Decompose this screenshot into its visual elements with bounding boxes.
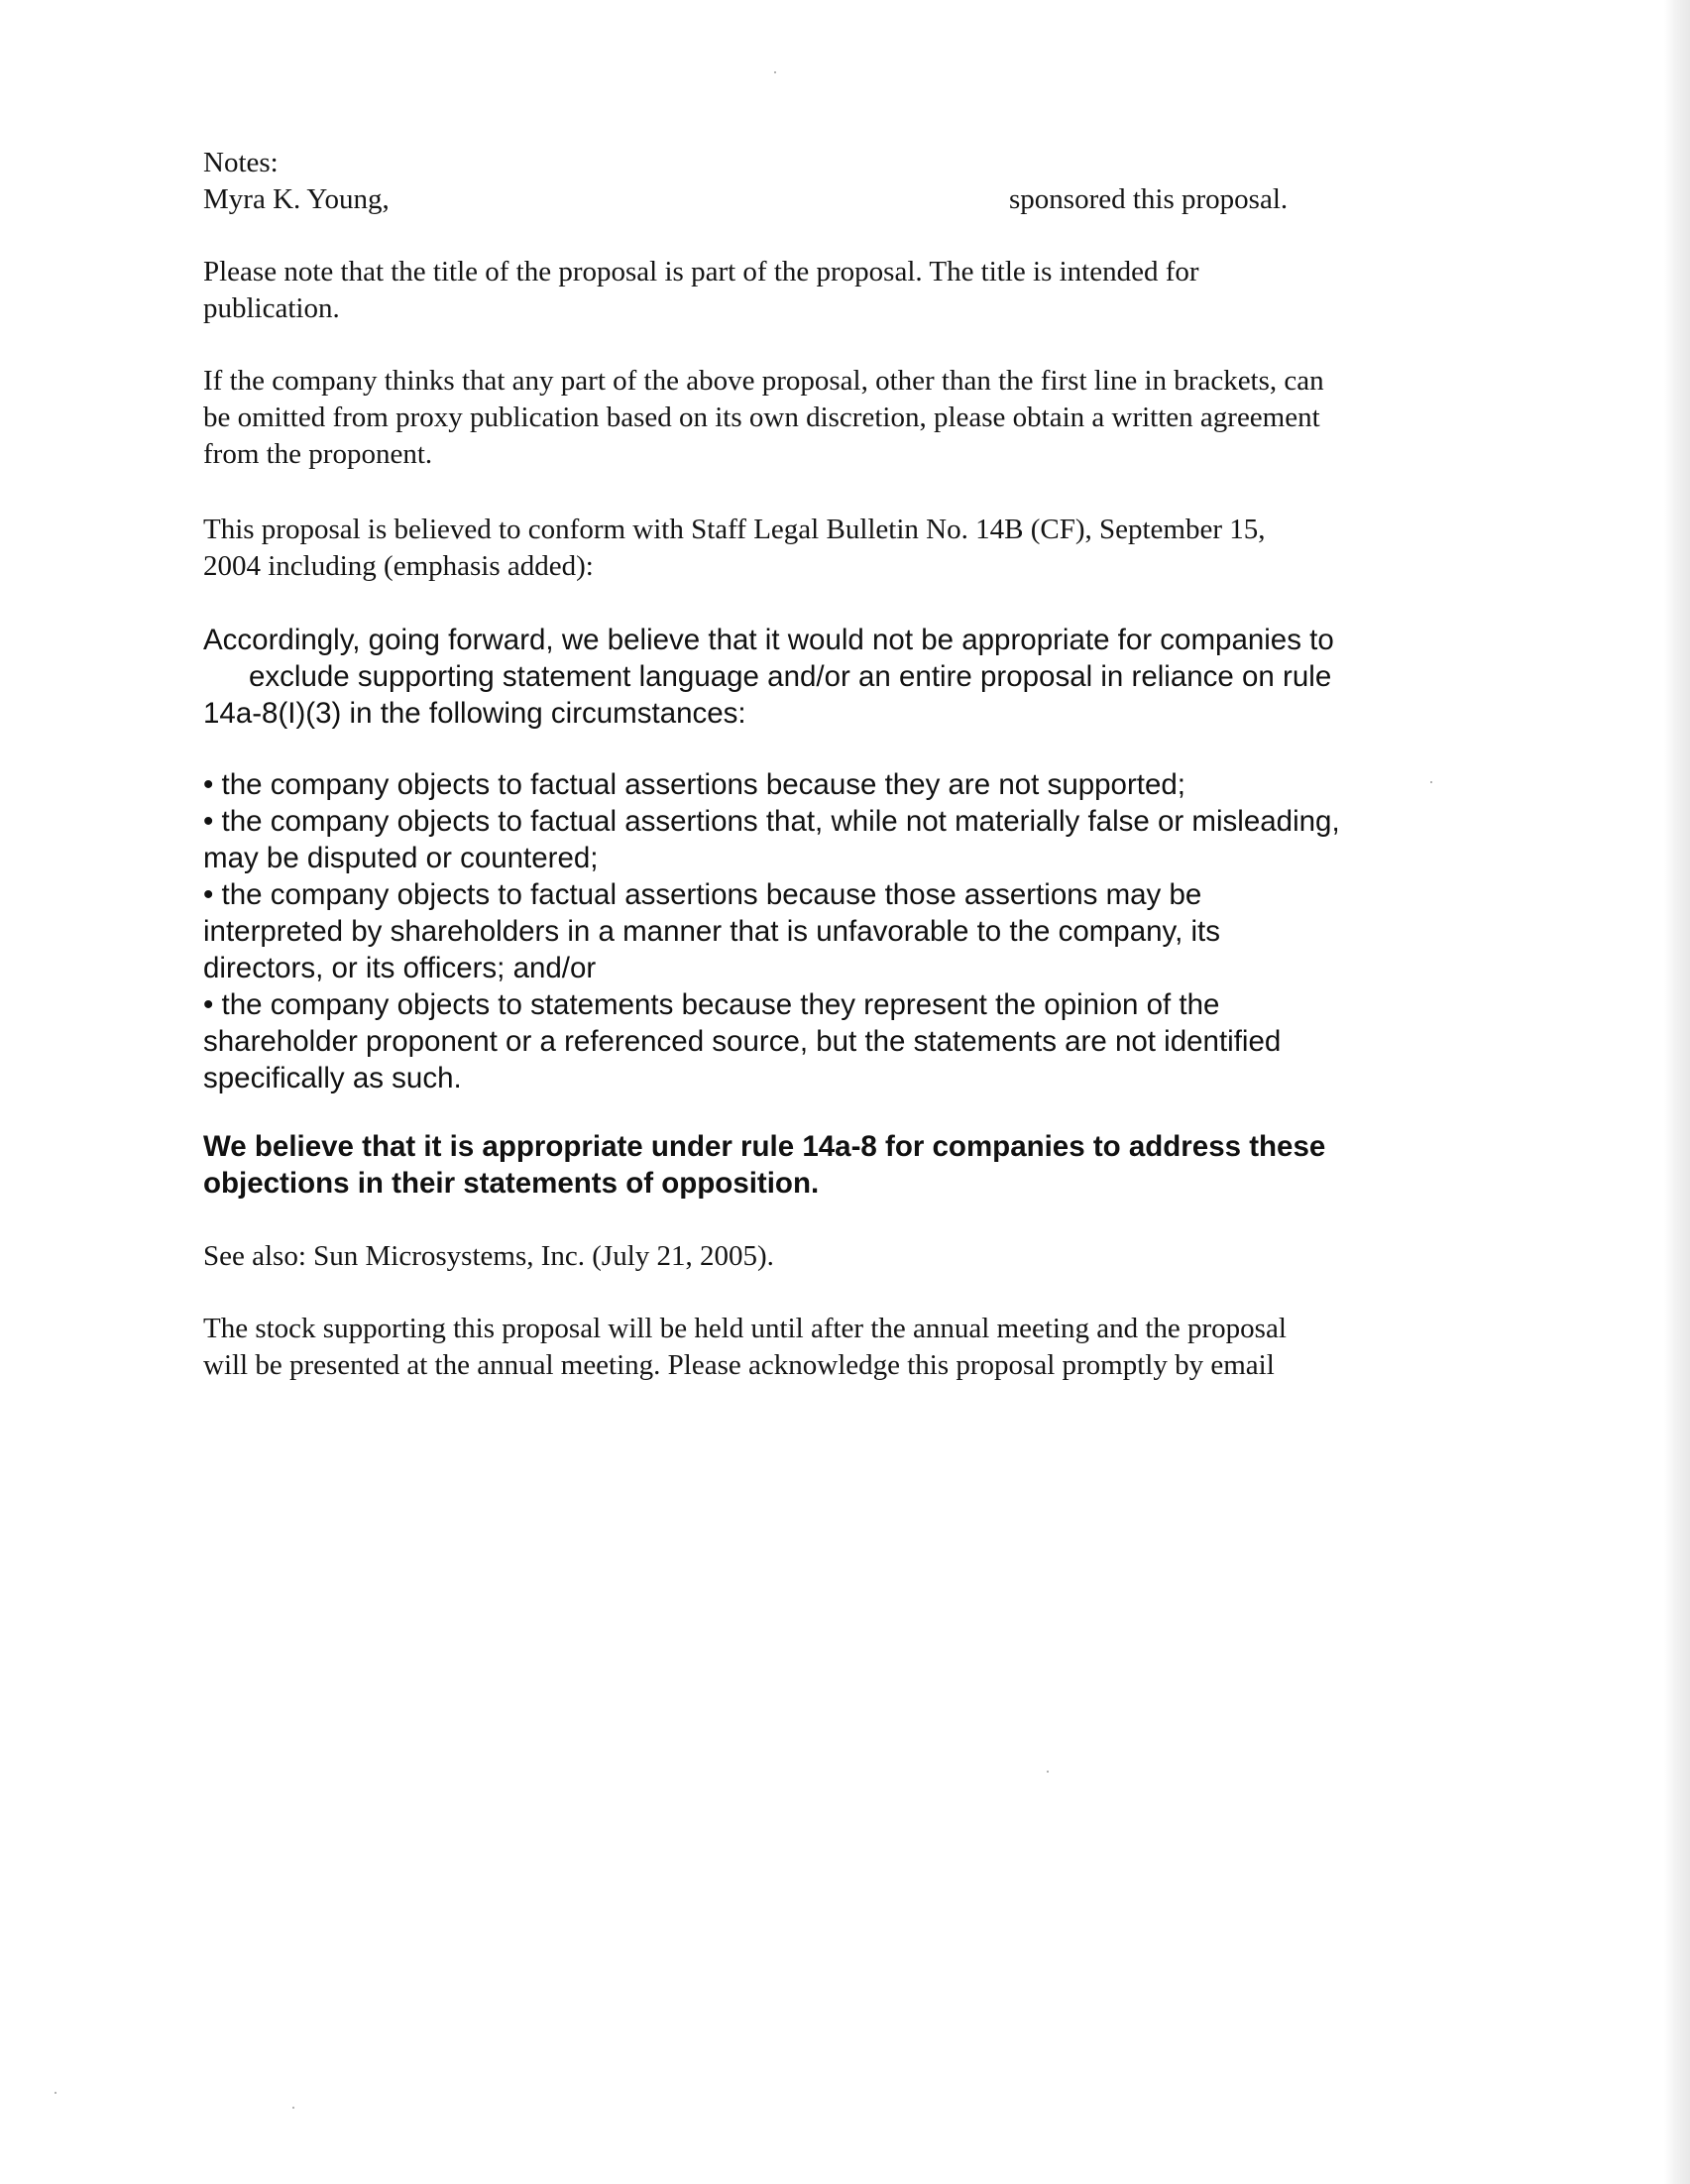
see-also-paragraph [203, 1238, 1492, 1275]
circumstance-item-continuation: interpreted by shareholders in a manner that is unfavorable to the company, its [203, 915, 1220, 948]
notes-section [203, 145, 1492, 218]
stock-note-line: The stock supporting this proposal will be held until after the annual meeting and the proposal [203, 1313, 1287, 1344]
conformity-paragraph [203, 512, 1492, 585]
stock-note-line: will be presented at the annual meeting. Please acknowledge this proposal promptly by email [203, 1349, 1275, 1381]
emphasis-line: objections in their statements of opposition. [203, 1167, 820, 1200]
notes-heading: Notes: [203, 147, 279, 178]
circumstance-item: • the company objects to factual assertions that, while not materially false or misleading, [203, 805, 1340, 838]
quote-intro-line: Accordingly, going forward, we believe that it would not be appropriate for companies to [203, 624, 1334, 656]
conformity-line: This proposal is believed to conform with Staff Legal Bulletin No. 14B (CF), September 15, [203, 514, 1266, 545]
scan-speck [774, 71, 776, 73]
omission-note-line: from the proponent. [203, 438, 433, 470]
scan-speck [1430, 781, 1432, 783]
scan-speck [55, 2092, 56, 2094]
sponsor-name: Myra K. Young, [203, 183, 390, 215]
scan-speck [292, 2107, 294, 2109]
circumstance-item: • the company objects to factual assertions because those assertions may be [203, 878, 1202, 911]
circumstances-list [203, 766, 1492, 1096]
quote-intro-line: 14a-8(I)(3) in the following circumstances: [203, 697, 746, 730]
emphasis-line: We believe that it is appropriate under rule 14a-8 for companies to address these [203, 1130, 1326, 1163]
scan-page-edge [1664, 0, 1690, 2184]
omission-note-line: If the company thinks that any part of the above proposal, other than the first line in brackets, can [203, 365, 1324, 397]
sponsor-statement: sponsored this proposal. [1009, 183, 1289, 215]
circumstance-item-continuation: directors, or its officers; and/or [203, 952, 597, 984]
circumstance-item-continuation: specifically as such. [203, 1062, 462, 1094]
conformity-line: 2004 including (emphasis added): [203, 550, 594, 582]
see-also-line: See also: Sun Microsystems, Inc. (July 21, 2005). [203, 1240, 774, 1272]
circumstance-item: • the company objects to factual assertions because they are not supported; [203, 768, 1185, 801]
title-note-line: Please note that the title of the proposal is part of the proposal. The title is intended for [203, 256, 1199, 287]
circumstance-item-continuation: may be disputed or countered; [203, 842, 599, 874]
circumstance-item-continuation: shareholder proponent or a referenced source, but the statements are not identified [203, 1025, 1282, 1058]
emphasis-paragraph [203, 1128, 1492, 1202]
quote-intro-line: exclude supporting statement language and/or an entire proposal in reliance on rule [249, 660, 1332, 693]
title-note-line: publication. [203, 292, 340, 324]
circumstance-item: • the company objects to statements because they represent the opinion of the [203, 988, 1220, 1021]
bulletin-quote-intro [203, 622, 1492, 732]
omission-note-line: be omitted from proxy publication based on its own discretion, please obtain a written agreement [203, 402, 1320, 433]
scan-speck [1047, 1771, 1049, 1773]
omission-note-paragraph [203, 363, 1492, 473]
stock-note-paragraph [203, 1311, 1492, 1384]
title-note-paragraph [203, 254, 1492, 327]
